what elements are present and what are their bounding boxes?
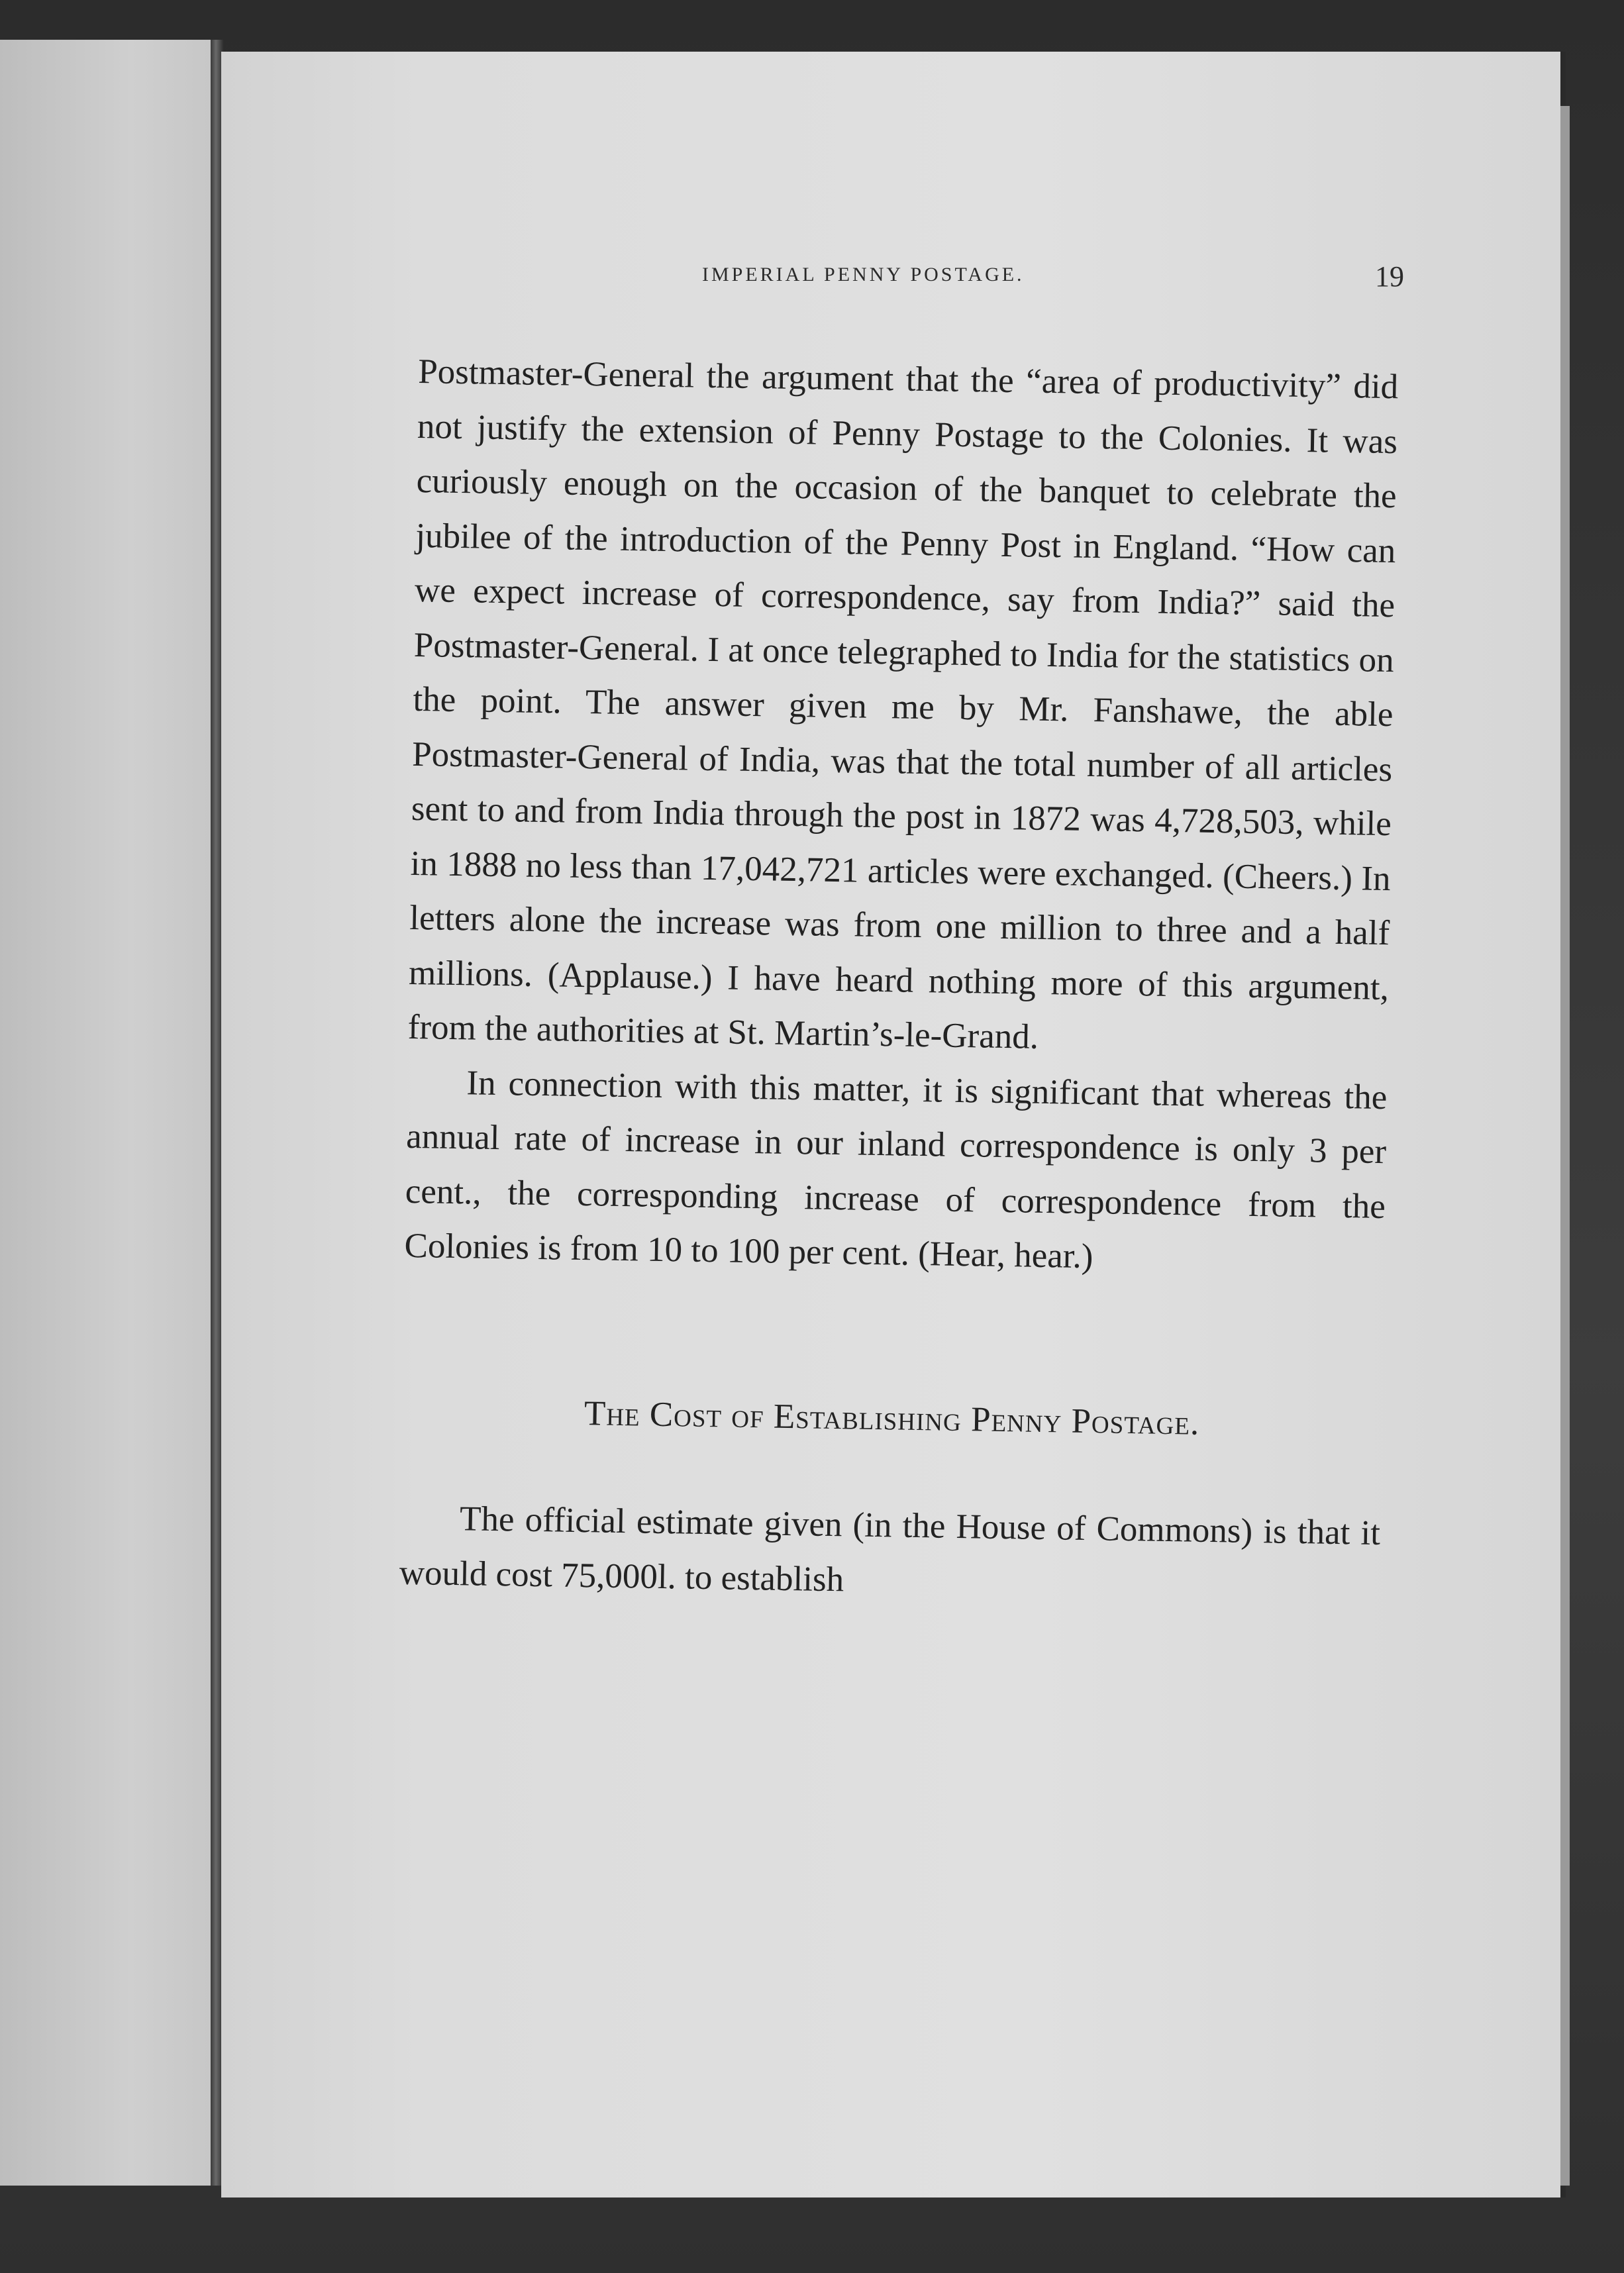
paragraph: The official estimate given (in the House of Commons) is that it would cost 75,000l. to establish xyxy=(399,1499,1381,1599)
page-header xyxy=(702,260,1404,299)
page-body xyxy=(399,344,1399,1615)
page-number: 19 xyxy=(1375,260,1404,293)
paragraph: In connection with this matter, it is significant that whereas the annual rate of increase in our inland correspondence is only 3 per cent., the corresponding increase of correspondence from the Colonies is from 10 to 100 per cent. (Hear, hear.) xyxy=(404,1063,1388,1276)
facing-page xyxy=(0,40,219,2186)
running-title: IMPERIAL PENNY POSTAGE. xyxy=(702,264,1025,285)
section-heading: The Cost of Establishing Penny Postage. xyxy=(584,1393,1200,1442)
page-edge xyxy=(1560,106,1570,2186)
paragraph: Postmaster-General the argument that the “area of productivity” did not justify the extension of Penny Postage to the Colonies. It was curiously enough on the occasion of the banquet to celebrate the jubilee of the introduction of the Penny Post in England. “How can we expect increase of correspondence, say from India?” said the Postmaster-General. I at once telegraphed to India for the statistics on the point. The answer given me by Mr. Fanshawe, the able Postmaster-General of India, was that the total number of all articles sent to and from India through the post in 1872 was 4,728,503, while in 1888 no less than 17,042,721 articles were exchanged. (Cheers.) In letters alone the increase was from one million to three and a half millions. (Applause.) I have heard nothing more of this argument, from the authorities at St. Martin’s-le-Grand. xyxy=(407,352,1399,1056)
